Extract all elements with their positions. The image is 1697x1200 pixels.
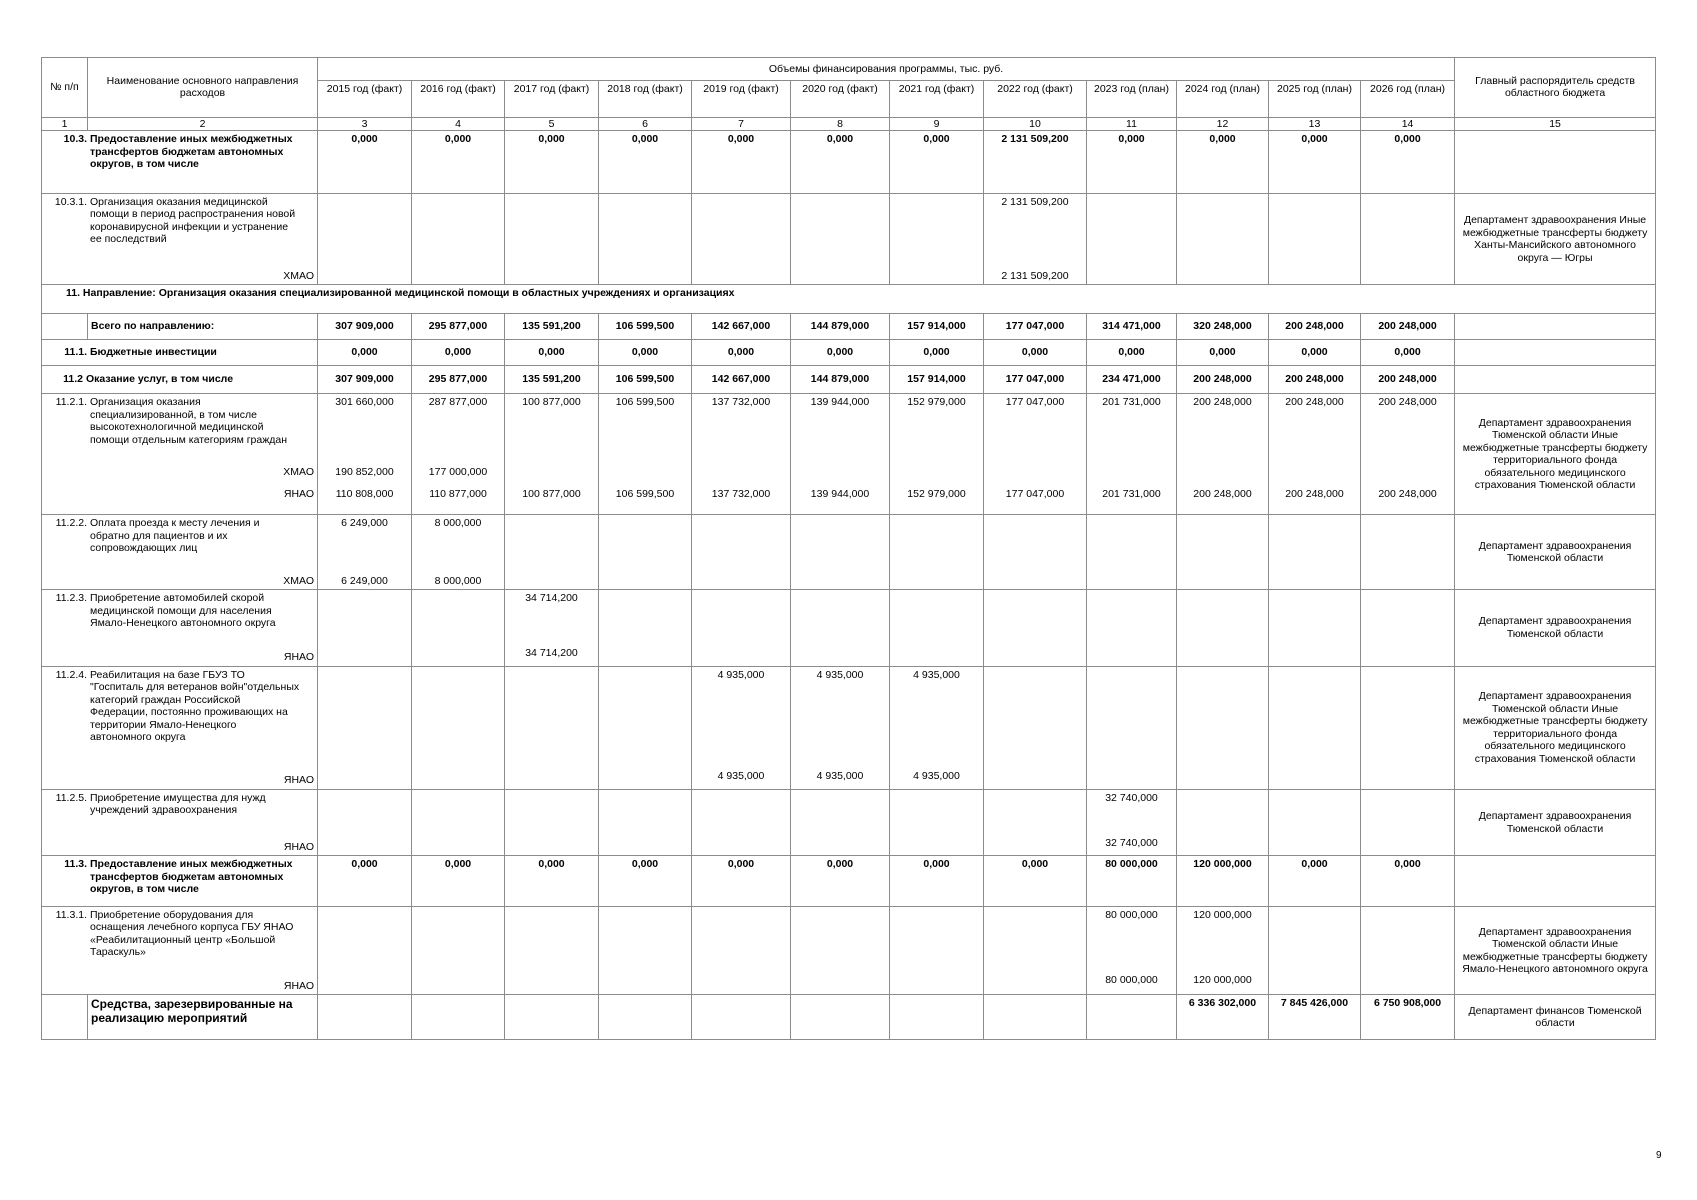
value-cell: 0,000 [791, 339, 890, 365]
value-cell: 0,000 [412, 339, 505, 365]
value-yanao: 200 248,000 [1285, 488, 1344, 501]
value-cell: 314 471,000 [1087, 313, 1177, 339]
value-cell: 0,000 [1269, 856, 1361, 906]
owner-cell: Департамент здравоохранения Тюменской области Иные межбюджетные трансферты бюджету территориального фонда обязательного медицинского страхования Тюменской области [1455, 666, 1656, 789]
value-total: 200 248,000 [1193, 396, 1252, 409]
owner-cell [1455, 131, 1656, 194]
row-name-cell [42, 666, 318, 789]
value-cell: 144 879,000 [791, 366, 890, 394]
row-title: Организация оказания медицинской помощи в период распространения новой коронавирусной инфекции и устранение ее последствий [90, 195, 296, 246]
value-cell: 177 047,000 [984, 366, 1087, 394]
value-cell: 200 248,000 [1361, 366, 1455, 394]
index-cell: 13 [1269, 117, 1361, 131]
row-name-cell [42, 193, 318, 285]
value-cell: 0,000 [1177, 131, 1269, 194]
value-total: 2 131 509,200 [1001, 195, 1069, 208]
value-total: 34 714,200 [525, 592, 578, 605]
value-total: 152 979,000 [907, 396, 966, 409]
value-cell: 200 248,000 [1269, 313, 1361, 339]
value-cell: 0,000 [412, 131, 505, 194]
table-row [42, 366, 1656, 394]
value-total: 100 877,000 [522, 396, 581, 409]
value-cell: 80 000,000 [1087, 856, 1177, 906]
index-cell: 8 [791, 117, 890, 131]
value-total: 201 731,000 [1102, 396, 1161, 409]
header-year: 2026 год (план) [1361, 81, 1455, 117]
value-cell: 6 750 908,000 [1361, 995, 1455, 1040]
value-cell [692, 666, 791, 789]
row-title: Всего по направлению: [88, 313, 318, 339]
value-cell: 200 248,000 [1269, 366, 1361, 394]
row-title: Оказание услуг, в том числе [86, 373, 234, 386]
row-name-cell [42, 131, 318, 194]
value-cell: 307 909,000 [318, 366, 412, 394]
index-cell: 14 [1361, 117, 1455, 131]
value-total: 8 000,000 [434, 517, 482, 530]
row-number: 11.2 [63, 373, 83, 386]
table-row [42, 515, 1656, 590]
value-yanao: 152 979,000 [907, 488, 966, 501]
header-year: 2018 год (факт) [599, 81, 692, 117]
value-cell [1087, 906, 1177, 995]
row-number: 11.2.2. [55, 517, 87, 530]
table-row [42, 856, 1656, 906]
row-title: Организация оказания специализированной, в том числе высокотехнологичной медицинской помощи отдельным категориям граждан [90, 396, 287, 446]
row-number: 11.2.4. [55, 668, 87, 681]
header-financing-group: Объемы финансирования программы, тыс. руб. [318, 58, 1455, 81]
index-cell: 4 [412, 117, 505, 131]
row-number: 11.3. [64, 858, 87, 871]
row-title: Приобретение оборудования для оснащения лечебного корпуса ГБУ ЯНАО «Реабилитационный центр «Большой Тараскуль» [90, 908, 294, 959]
value-cell: 307 909,000 [318, 313, 412, 339]
value-cell: 177 047,000 [984, 313, 1087, 339]
row-title: Предоставление иных межбюджетных трансфертов бюджетам автономных округов, в том числе [90, 133, 293, 171]
value-yanao: 80 000,000 [1105, 973, 1158, 986]
value-cell: 0,000 [412, 856, 505, 906]
region-label: ЯНАО [283, 774, 314, 787]
value-cell: 200 248,000 [1177, 366, 1269, 394]
value-cell: 0,000 [1269, 131, 1361, 194]
value-cell: 0,000 [1087, 131, 1177, 194]
value-cell: 142 667,000 [692, 366, 791, 394]
value-cell [1087, 789, 1177, 856]
value-total: 301 660,000 [335, 396, 394, 409]
index-cell: 7 [692, 117, 791, 131]
page-number: 9 [1656, 1150, 1662, 1161]
owner-cell: Департамент здравоохранения Иные межбюджетные трансферты бюджету Ханты-Мансийского автономного округа — Югры [1455, 193, 1656, 285]
value-cell: 0,000 [318, 856, 412, 906]
index-cell: 2 [88, 117, 318, 131]
header-year: 2021 год (факт) [890, 81, 984, 117]
header-year: 2020 год (факт) [791, 81, 890, 117]
value-cell [1087, 394, 1177, 515]
region-label: ЯНАО [283, 651, 314, 664]
header-year: 2017 год (факт) [505, 81, 599, 117]
value-hmao: 8 000,000 [434, 574, 482, 587]
row-number: 11.1. [64, 346, 87, 359]
row-name-cell [42, 906, 318, 995]
row-name-cell [42, 515, 318, 590]
value-cell [692, 394, 791, 515]
index-cell: 9 [890, 117, 984, 131]
value-total: 106 599,500 [615, 396, 675, 409]
value-cell [791, 666, 890, 789]
value-cell: 0,000 [318, 131, 412, 194]
value-cell: 0,000 [505, 856, 599, 906]
value-yanao: 4 935,000 [816, 770, 864, 783]
value-total: 200 248,000 [1378, 396, 1437, 409]
region-label: ХМАО [283, 574, 314, 587]
index-cell: 11 [1087, 117, 1177, 131]
value-cell: 295 877,000 [412, 313, 505, 339]
row-title: Средства, зарезервированные на реализацию мероприятий [88, 995, 318, 1040]
row-title: Бюджетные инвестиции [90, 346, 217, 359]
value-cell: 106 599,500 [599, 366, 692, 394]
value-cell: 0,000 [890, 131, 984, 194]
value-yanao: 110 808,000 [335, 488, 394, 501]
row-number: 11.2.1. [55, 396, 87, 409]
value-cell [1177, 394, 1269, 515]
value-cell [984, 193, 1087, 285]
owner-cell: Департамент финансов Тюменской области [1455, 995, 1656, 1040]
financing-table [41, 57, 1656, 1040]
table-row [42, 313, 1656, 339]
value-total: 139 944,000 [810, 396, 870, 409]
value-cell: 234 471,000 [1087, 366, 1177, 394]
value-cell: 7 845 426,000 [1269, 995, 1361, 1040]
value-total: 6 249,000 [341, 517, 388, 530]
value-hmao: 177 000,000 [428, 466, 488, 479]
value-cell [505, 394, 599, 515]
value-yanao: 32 740,000 [1105, 836, 1158, 849]
value-cell: 0,000 [1087, 339, 1177, 365]
value-cell: 200 248,000 [1361, 313, 1455, 339]
owner-cell: Департамент здравоохранения Тюменской области Иные межбюджетные трансферты бюджету территориального фонда обязательного медицинского страхования Тюменской области [1455, 394, 1656, 515]
value-cell [1269, 394, 1361, 515]
row-title: Реабилитация на базе ГБУЗ ТО "Госпиталь для ветеранов войн"отдельных категорий граждан Российской Федерации, постоянно проживающих на территории Ямало-Ненецкого автономного округа [90, 668, 300, 744]
value-cell [599, 394, 692, 515]
value-cell [890, 394, 984, 515]
header-year: 2019 год (факт) [692, 81, 791, 117]
index-cell: 15 [1455, 117, 1656, 131]
region-label: ЯНАО [283, 840, 314, 853]
value-cell [412, 515, 505, 590]
header-year: 2025 год (план) [1269, 81, 1361, 117]
direction-title: 11. Направление: Организация оказания специализированной медицинской помощи в областных учреждениях и организациях [42, 285, 1656, 313]
row-name-cell [42, 789, 318, 856]
row-name-cell [42, 590, 318, 667]
value-cell: 0,000 [1177, 339, 1269, 365]
index-cell: 1 [42, 117, 88, 131]
row-name-cell [42, 339, 318, 365]
value-cell: 157 914,000 [890, 366, 984, 394]
value-total: 137 732,000 [711, 396, 771, 409]
value-total: 4 935,000 [816, 668, 864, 681]
row-name-cell [42, 394, 318, 515]
table-row [42, 590, 1656, 667]
value-total: 177 047,000 [1005, 396, 1065, 409]
value-cell: 0,000 [692, 856, 791, 906]
header-year: 2015 год (факт) [318, 81, 412, 117]
row-title: Предоставление иных межбюджетных трансфертов бюджетам автономных округов, в том числе [90, 858, 293, 896]
value-cell: 0,000 [984, 856, 1087, 906]
header-year: 2024 год (план) [1177, 81, 1269, 117]
direction-row [42, 285, 1656, 313]
owner-cell: Департамент здравоохранения Тюменской области [1455, 590, 1656, 667]
index-row [42, 117, 1656, 131]
index-cell: 5 [505, 117, 599, 131]
value-cell [1361, 394, 1455, 515]
value-cell: 0,000 [1361, 856, 1455, 906]
region-label: ЯНАО [283, 979, 314, 992]
value-yanao: 139 944,000 [810, 488, 870, 501]
value-cell [318, 515, 412, 590]
row-title: Приобретение автомобилей скорой медицинской помощи для населения Ямало-Ненецкого автономного округа [90, 592, 276, 630]
table-row [42, 666, 1656, 789]
index-cell: 12 [1177, 117, 1269, 131]
value-total: 80 000,000 [1105, 908, 1158, 921]
value-cell [505, 590, 599, 667]
value-cell [791, 394, 890, 515]
value-yanao: 201 731,000 [1102, 488, 1161, 501]
value-cell: 2 131 509,200 [984, 131, 1087, 194]
value-total: 4 935,000 [913, 668, 960, 681]
value-yanao: 100 877,000 [522, 488, 581, 501]
row-title: Оплата проезда к месту лечения и обратно для пациентов и их сопровождающих лиц [90, 517, 260, 555]
index-cell: 10 [984, 117, 1087, 131]
value-cell: 0,000 [1361, 339, 1455, 365]
value-cell: 0,000 [692, 339, 791, 365]
value-yanao: 137 732,000 [711, 488, 771, 501]
value-cell [984, 394, 1087, 515]
table-row [42, 394, 1656, 515]
value-hmao: 190 852,000 [335, 466, 394, 479]
row-number: 10.3. [63, 133, 87, 146]
value-cell: 120 000,000 [1177, 856, 1269, 906]
value-cell: 0,000 [1361, 131, 1455, 194]
value-region: 2 131 509,200 [1001, 269, 1069, 282]
value-cell: 0,000 [599, 131, 692, 194]
header-year: 2022 год (факт) [984, 81, 1087, 117]
region-label: ХМАО [283, 466, 314, 479]
owner-cell: Департамент здравоохранения Тюменской области [1455, 515, 1656, 590]
header-col-no: № п/п [42, 58, 88, 118]
value-yanao: 120 000,000 [1193, 973, 1252, 986]
value-cell: 320 248,000 [1177, 313, 1269, 339]
row-number: 11.2.3. [55, 592, 87, 605]
value-total: 200 248,000 [1285, 396, 1344, 409]
index-cell: 3 [318, 117, 412, 131]
table-row [42, 131, 1656, 194]
value-total: 287 877,000 [428, 396, 488, 409]
row-name-cell [42, 856, 318, 906]
value-cell: 6 336 302,000 [1177, 995, 1269, 1040]
value-yanao: 4 935,000 [717, 770, 765, 783]
value-total: 32 740,000 [1105, 791, 1158, 804]
table-row [42, 789, 1656, 856]
value-cell [412, 394, 505, 515]
value-cell: 144 879,000 [791, 313, 890, 339]
value-cell: 295 877,000 [412, 366, 505, 394]
value-total: 4 935,000 [717, 668, 765, 681]
owner-cell: Департамент здравоохранения Тюменской области [1455, 789, 1656, 856]
row-number: 11.2.5. [55, 791, 87, 804]
value-cell: 135 591,200 [505, 313, 599, 339]
value-cell: 0,000 [984, 339, 1087, 365]
header-col-owner: Главный распорядитель средств областного бюджета [1455, 58, 1656, 118]
value-cell [318, 394, 412, 515]
value-cell: 0,000 [890, 856, 984, 906]
region-label: ХМАО [283, 269, 314, 282]
value-cell: 0,000 [791, 856, 890, 906]
value-cell: 0,000 [505, 131, 599, 194]
value-yanao: 177 047,000 [1005, 488, 1065, 501]
value-hmao: 6 249,000 [341, 574, 388, 587]
table-row [42, 906, 1656, 995]
value-cell: 0,000 [599, 339, 692, 365]
value-yanao: 34 714,200 [525, 647, 578, 660]
table-row [42, 995, 1656, 1040]
row-number: 11.3.1. [55, 908, 87, 921]
value-cell: 0,000 [599, 856, 692, 906]
row-name-cell [42, 366, 318, 394]
header-year: 2016 год (факт) [412, 81, 505, 117]
value-cell: 135 591,200 [505, 366, 599, 394]
value-cell: 0,000 [505, 339, 599, 365]
value-cell: 0,000 [318, 339, 412, 365]
value-yanao: 200 248,000 [1193, 488, 1252, 501]
value-cell: 157 914,000 [890, 313, 984, 339]
value-yanao: 4 935,000 [913, 770, 960, 783]
owner-cell: Департамент здравоохранения Тюменской области Иные межбюджетные трансферты бюджету Ямало-Ненецкого автономного округа [1455, 906, 1656, 995]
value-cell: 0,000 [890, 339, 984, 365]
value-cell [890, 666, 984, 789]
value-yanao: 106 599,500 [615, 488, 675, 501]
header-col-name: Наименование основного направления расходов [88, 58, 318, 118]
value-cell: 0,000 [791, 131, 890, 194]
header-year: 2023 год (план) [1087, 81, 1177, 117]
table-row [42, 339, 1656, 365]
value-cell [1177, 906, 1269, 995]
row-number: 10.3.1. [54, 195, 87, 208]
value-yanao: 200 248,000 [1378, 488, 1437, 501]
value-cell: 0,000 [1269, 339, 1361, 365]
value-yanao: 110 877,000 [429, 488, 487, 501]
value-cell: 142 667,000 [692, 313, 791, 339]
value-total: 120 000,000 [1193, 908, 1252, 921]
index-cell: 6 [599, 117, 692, 131]
table-row [42, 193, 1656, 285]
row-title: Приобретение имущества для нужд учреждений здравоохранения [90, 791, 266, 817]
value-cell: 0,000 [692, 131, 791, 194]
region-label: ЯНАО [283, 488, 314, 501]
value-cell: 106 599,500 [599, 313, 692, 339]
